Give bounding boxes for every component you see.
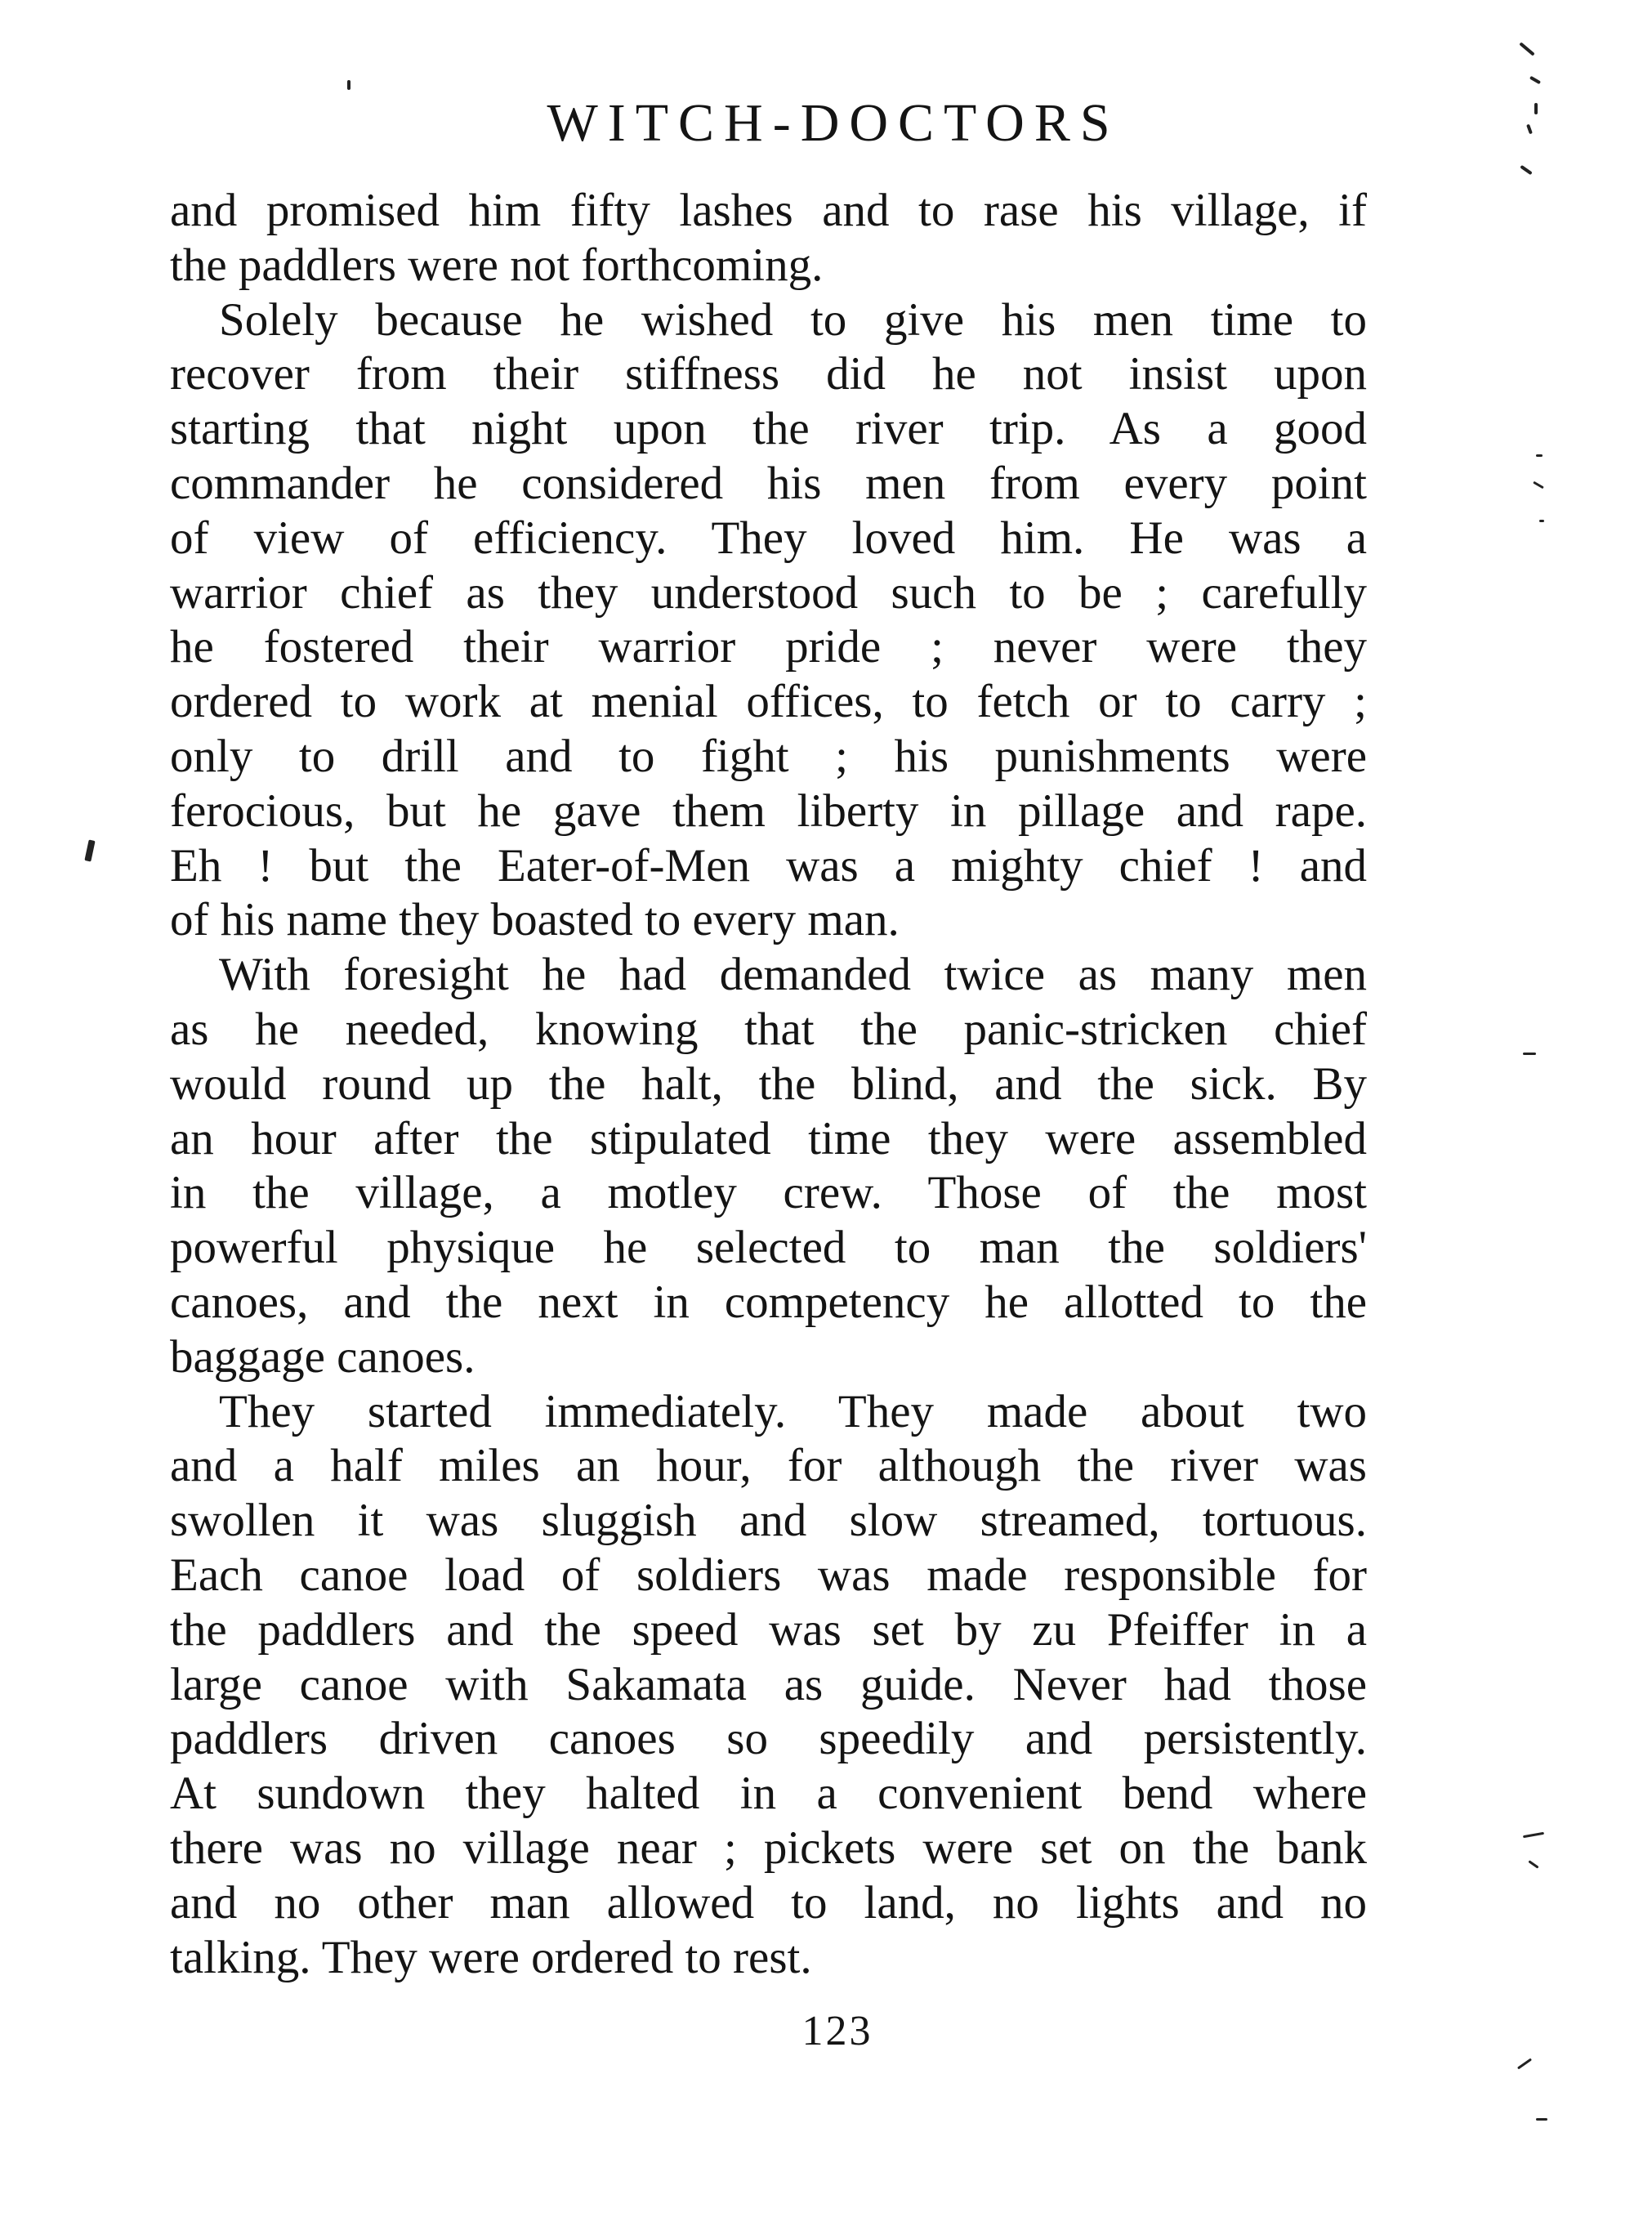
text-line: commander he considered his men from every point xyxy=(170,457,1367,509)
scan-speck xyxy=(1528,1860,1538,1868)
text-line: and a half miles an hour, for although the river was xyxy=(170,1440,1367,1492)
scan-speck xyxy=(1520,165,1532,175)
text-line: swollen it was sluggish and slow streamed, tortuous. xyxy=(170,1495,1367,1547)
text-line: there was no village near ; pickets were set on the bank xyxy=(170,1821,1367,1874)
text-line: canoes, and the next in competency he allotted to the xyxy=(170,1276,1367,1328)
scan-speck xyxy=(1523,1053,1536,1055)
text-line: talking. They were ordered to rest. xyxy=(170,1931,812,1983)
text-line: the paddlers were not forthcoming. xyxy=(170,239,824,291)
scan-speck xyxy=(1533,481,1544,489)
text-line: as he needed, knowing that the panic-stricken chief xyxy=(170,1003,1367,1055)
text-line: They started immediately. They made about two xyxy=(219,1385,1367,1437)
scan-speck xyxy=(84,839,95,861)
text-line: the paddlers and the speed was set by zu Pfeiffer in a xyxy=(170,1603,1367,1656)
scan-speck xyxy=(1519,42,1534,56)
text-line: Eh ! but the Eater-of-Men was a mighty chief ! and xyxy=(170,839,1367,892)
text-line: an hour after the stipulated time they were assembled xyxy=(170,1112,1367,1164)
text-line: he fostered their warrior pride ; never were they xyxy=(170,621,1367,673)
text-line: starting that night upon the river trip. As a good xyxy=(170,403,1367,455)
scan-speck xyxy=(1529,76,1541,84)
text-line: ferocious, but he gave them liberty in pillage and rape. xyxy=(170,784,1367,837)
text-line: With foresight he had demanded twice as many men xyxy=(219,949,1367,1001)
text-line: At sundown they halted in a convenient bend where xyxy=(170,1768,1367,1820)
running-head: WITCH-DOCTORS xyxy=(547,93,1120,153)
text-line: would round up the halt, the blind, and the sick. By xyxy=(170,1057,1367,1110)
page-number: 123 xyxy=(801,2008,873,2054)
body-text xyxy=(170,184,1367,1985)
text-line: Each canoe load of soldiers was made responsible for xyxy=(170,1549,1367,1601)
text-line: and no other man allowed to land, no lights and no xyxy=(170,1876,1367,1929)
text-line: of view of efficiency. They loved him. He was a xyxy=(170,512,1367,564)
scan-speck xyxy=(1523,1832,1544,1838)
text-line: large canoe with Sakamata as guide. Never had those xyxy=(170,1658,1367,1710)
scan-speck xyxy=(1536,2118,1547,2121)
scan-speck xyxy=(347,80,350,90)
text-line: ordered to work at menial offices, to fetch or to carry ; xyxy=(170,676,1367,728)
scan-speck xyxy=(1536,454,1543,457)
text-line: warrior chief as they understood such to be ; carefully xyxy=(170,566,1367,619)
text-line: baggage canoes. xyxy=(170,1330,476,1383)
text-line: in the village, a motley crew. Those of the most xyxy=(170,1167,1367,1219)
text-line: of his name they boasted to every man. xyxy=(170,894,900,946)
text-line: only to drill and to fight ; his punishments were xyxy=(170,730,1367,782)
text-line: and promised him fifty lashes and to rase his village, if xyxy=(170,185,1367,236)
text-line: Solely because he wished to give his men time to xyxy=(219,293,1367,346)
scan-speck xyxy=(1517,2058,1532,2070)
text-line: recover from their stiffness did he not insist upon xyxy=(170,348,1367,400)
scan-speck xyxy=(1539,520,1544,522)
text-line: paddlers driven canoes so speedily and persistently. xyxy=(170,1713,1367,1765)
scan-speck xyxy=(1534,103,1538,114)
text-line: powerful physique he selected to man the soldiers' xyxy=(170,1222,1367,1274)
